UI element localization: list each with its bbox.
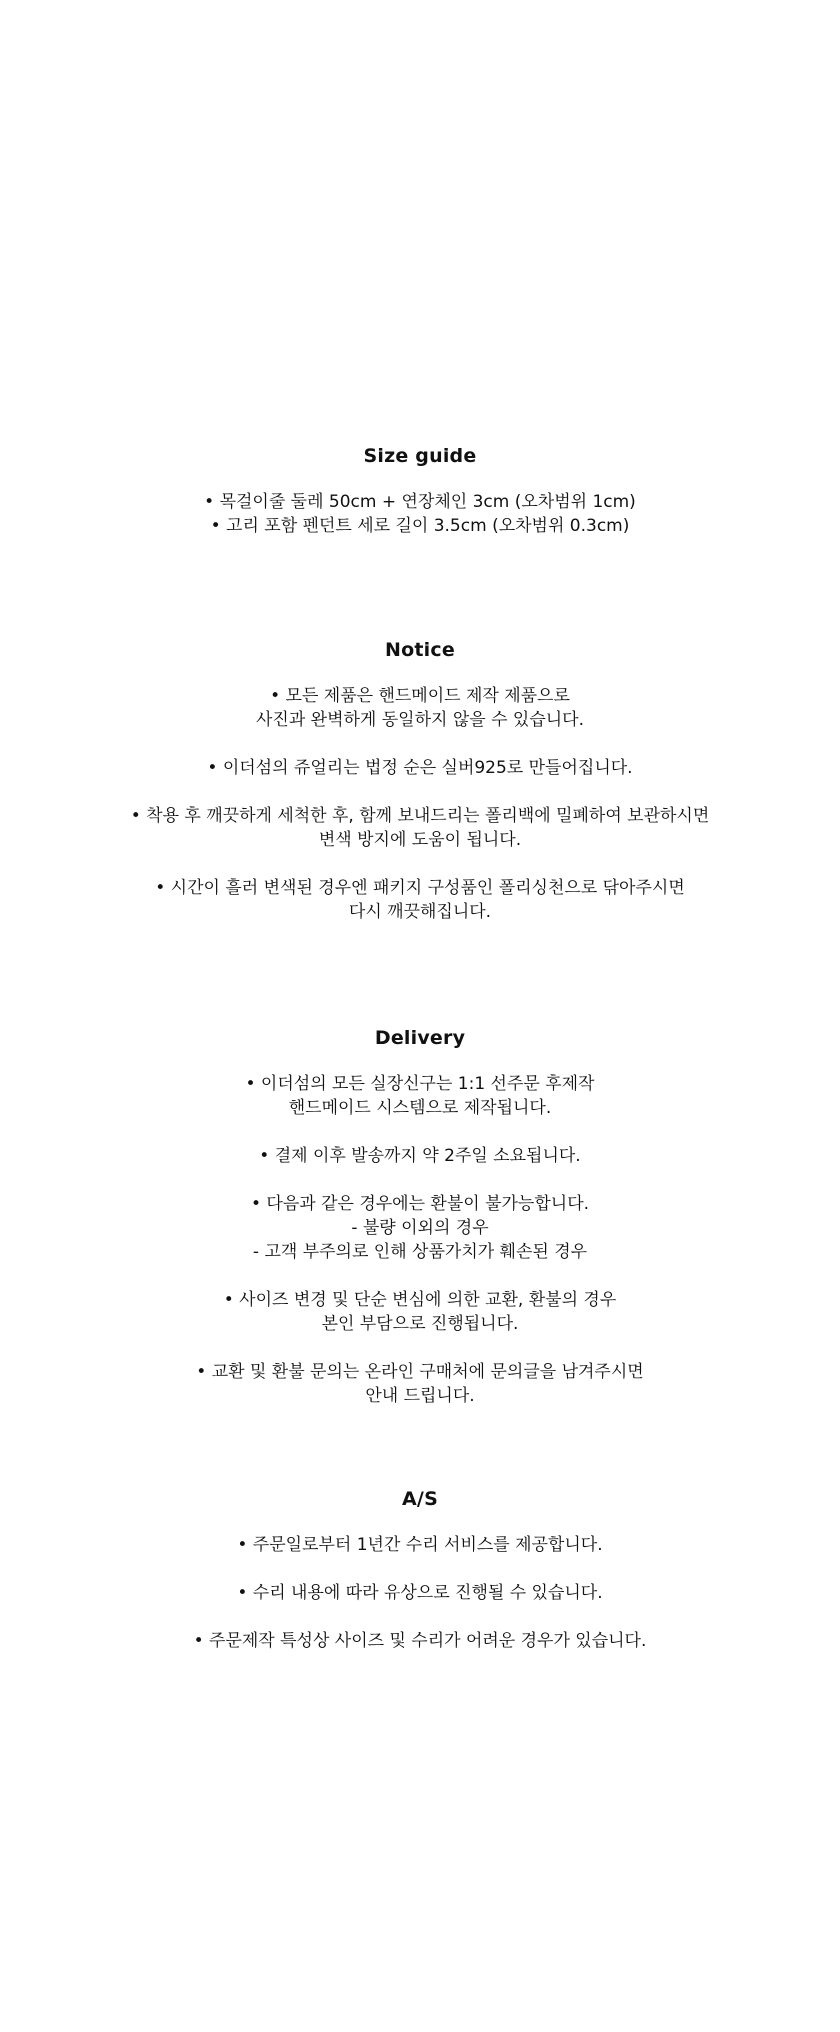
notice-line: 다시 깨끗해집니다. [348, 902, 492, 922]
delivery-line: • 다음과 같은 경우에는 환불이 불가능합니다. [250, 1194, 590, 1214]
delivery-line: 본인 부담으로 진행됩니다. [321, 1314, 519, 1334]
delivery-line: - 불량 이외의 경우 [351, 1218, 489, 1238]
as-item [0, 1581, 840, 1605]
size-guide-section [0, 444, 840, 538]
size-guide-item [0, 490, 840, 538]
delivery-item [0, 1072, 840, 1120]
as-item [0, 1629, 840, 1653]
as-line: • 수리 내용에 따라 유상으로 진행될 수 있습니다. [237, 1583, 603, 1603]
delivery-item [0, 1144, 840, 1168]
notice-line: 변색 방지에 도움이 됩니다. [318, 830, 522, 850]
notice-section [0, 638, 840, 924]
notice-item [0, 804, 840, 852]
delivery-item [0, 1360, 840, 1408]
delivery-item [0, 1288, 840, 1336]
delivery-item [0, 1192, 840, 1264]
notice-line: • 모든 제품은 핸드메이드 제작 제품으로 [270, 686, 570, 706]
delivery-title: Delivery [374, 1027, 466, 1049]
size-guide-line: • 고리 포함 펜던트 세로 길이 3.5cm (오차범위 0.3cm) [210, 516, 630, 536]
as-section [0, 1487, 840, 1653]
notice-item [0, 756, 840, 780]
as-line: • 주문제작 특성상 사이즈 및 수리가 어려운 경우가 있습니다. [193, 1631, 647, 1651]
delivery-line: • 이더섬의 모든 실장신구는 1:1 선주문 후제작 [245, 1074, 595, 1094]
notice-title: Notice [385, 639, 455, 661]
size-guide-title: Size guide [363, 445, 477, 467]
delivery-line: • 교환 및 환불 문의는 온라인 구매처에 문의글을 남겨주시면 [196, 1362, 644, 1382]
delivery-section [0, 1026, 840, 1408]
delivery-line: - 고객 부주의로 인해 상품가치가 훼손된 경우 [252, 1242, 588, 1262]
notice-line: • 시간이 흘러 변색된 경우엔 패키지 구성품인 폴리싱천으로 닦아주시면 [155, 878, 685, 898]
delivery-line: 안내 드립니다. [365, 1386, 475, 1406]
notice-item [0, 684, 840, 732]
notice-item [0, 876, 840, 924]
delivery-line: • 결제 이후 발송까지 약 2주일 소요됩니다. [259, 1146, 581, 1166]
size-guide-line: • 목걸이줄 둘레 50cm + 연장체인 3cm (오차범위 1cm) [204, 492, 636, 512]
notice-line: • 이더섬의 쥬얼리는 법정 순은 실버925로 만들어집니다. [207, 758, 633, 778]
delivery-line: • 사이즈 변경 및 단순 변심에 의한 교환, 환불의 경우 [223, 1290, 617, 1310]
as-item [0, 1533, 840, 1557]
notice-line: • 착용 후 깨끗하게 세척한 후, 함께 보내드리는 폴리백에 밀폐하여 보관하시면 [130, 806, 710, 826]
notice-line: 사진과 완벽하게 동일하지 않을 수 있습니다. [255, 710, 585, 730]
as-line: • 주문일로부터 1년간 수리 서비스를 제공합니다. [237, 1535, 603, 1555]
delivery-line: 핸드메이드 시스템으로 제작됩니다. [288, 1098, 552, 1118]
as-title: A/S [402, 1488, 438, 1510]
